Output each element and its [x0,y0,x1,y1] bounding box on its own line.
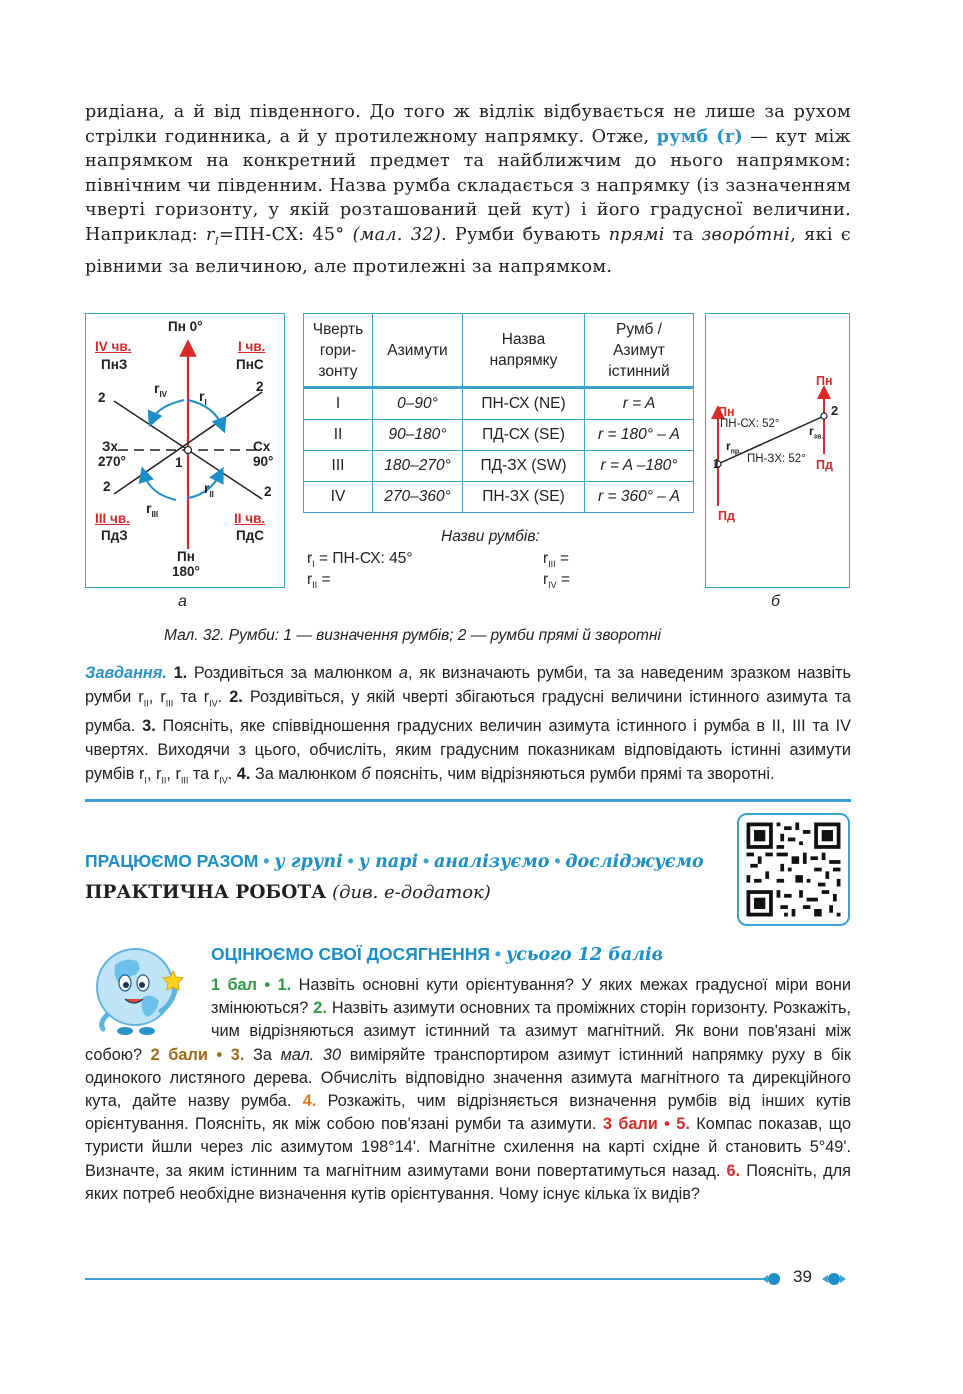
footer-line [85,1278,770,1280]
header-azimuth: Азимути [373,314,463,388]
point-1-center: 1 [175,455,183,470]
figure-b-caption: б [771,593,780,610]
table-cell: I [304,388,373,420]
quarter-iii-label: III чв. [95,511,130,526]
qr-code[interactable] [737,813,850,926]
point-2: 2 [831,403,839,418]
north-right-label: Пн [816,374,833,388]
rumb-i-label: $r_I$ [199,388,207,407]
header-quarter: Чверть гори- зонту [304,314,373,388]
task-paragraph: Завдання. 1. Роздивіться за малюнком а, як визначають румби, та за наведеним зразком назвіть румби $r_{II}$, $r_{III}$ та $r_{IV}$. 2. Роздивіться, у якій чверті збігаються градусні величини істинного азимута та румба. 3. Поясніть, яке співвідношення градусних величин азимута істинного і румба в II, III та IV чвертях. Виходячи з цього, обчисліть, яким градусним показникам відповідають істинні азимути румбів $r_I$, $r_{II}$, $r_{III}$ та $r_{IV}$. 4. За малюнком б поясніть, чим відрізняються румби прямі та зворотні. [85,664,852,785]
table-cell: ПН-СХ (NE) [463,388,585,420]
north-label: Пн 0° [168,319,203,334]
quarter-iii-dir: ПдЗ [101,528,128,543]
table-row [304,451,694,482]
rumb-names-title: Назви румбів: [441,528,540,545]
point-2-nw: 2 [98,390,106,405]
assessment-paragraph: 1 бал • 1. Назвіть основні кути орієнтування? У яких межах градусної міри вони змінюються? 2. Назвіть азимути основних та проміжних сторін горизонту. Розкажіть, чим відрізняються азимут істинний та азимут магнітний. Як вони пов'язані між собою? 2 бали • 3. За мал. 30 виміряйте транспортиром азимут істинний напрямку руху в бік одинокого листяного дерева. Обчисліть відповідно значення азимута магнітного та дирекційного кута, дайте назву румба. 4. Розкажіть, чим відрізняється визначення румбів від інших кутів орієнтування. Поясніть, як між собою пов'язані румби та азимути. 3 бали • 5. Компас показав, що туристи йшли через ліс азимутом 198°14'. Магнітне схилення на карті східне й становить 5°49'. Визначте, за яким істинним та магнітним азимутами вони повертатимуться назад. 6. Поясніть, для яких потреб необхідне визначення кутів орієнтування. Чому існує кілька їх видів? [85,976,852,1203]
rumb-iv-label: $r_{IV}$ [154,380,168,399]
forward-rumb-label: ПН-СХ: 52° [720,418,780,430]
footer-ornament-right-icon [822,1270,850,1288]
table-cell: 0–90° [373,388,463,420]
header-direction: Назва напрямку [463,314,585,388]
quarter-iv-label: IV чв. [95,339,132,354]
figure-a-panel [85,313,285,588]
rumb-table [303,313,694,513]
table-cell: 90–180° [373,420,463,451]
point-2-sw: 2 [103,479,111,494]
table-cell: r = A –180° [585,451,694,482]
north-left-label: Пн [718,405,735,419]
table-row [304,388,694,420]
rumb-forward-label: $r_{пр.}$ [726,439,742,456]
table-cell: r = 360° – A [585,482,694,513]
table-cell: 270–360° [373,482,463,513]
rumb-name-iv: $r_{IV}$ = [543,571,571,591]
rumb-name-iii: $r_{III}$ = [543,550,570,570]
rumb-reverse-label: $r_{зв.}$ [809,424,824,441]
quarter-iv-dir: ПнЗ [101,357,128,372]
footer-ornament-left-icon [762,1270,782,1288]
term-rumb: румб (r) [656,125,744,147]
reverse-rumb-label: ПН-ЗХ: 52° [747,453,806,465]
page-number: 39 [793,1267,812,1286]
work-together-heading: ПРАЦЮЄМО РАЗОМ • у групі • у парі • аналізуємо • досліджуємо [85,851,704,872]
quarter-i-dir: ПнС [236,357,264,372]
quarter-ii-dir: ПдС [236,528,265,543]
table-cell: II [304,420,373,451]
table-cell: r = 180° – A [585,420,694,451]
south-left-label: Пд [718,509,735,523]
intro-paragraph: ридіана, а й від південного. До того ж відлік відбувається не лише за рухом стрілки годинника, а й у протилежному напрямку. Отже, румб (r) — кут між напрямком на конкретний предмет та найближчим до нього напрямком: північним чи південним. Назва румба складається з напрямку (із зазначенням чверті горизонту, у якій розташований цей кут) і його градусної величини. Наприклад: $r_I=ПН-СХ$: 45° (мал. 32). Румби бувають прямі та зворо́тні, які є рівними за величиною, але протилежні за напрямком. [85,102,852,278]
point-1: 1 [713,457,720,471]
header-rumb: Румб / Азимут істинний [585,314,694,388]
rumb-name-i: $r_I = ПН-СХ$: 45° [307,550,413,570]
rumb-iii-label: $r_{III}$ [146,500,159,519]
practical-work-heading: ПРАКТИЧНА РОБОТА (див. е-додаток) [85,882,491,903]
figure-b-panel [705,313,850,588]
table-cell: ПН-ЗХ (SE) [463,482,585,513]
point-2-se: 2 [264,484,272,499]
rumb-name-ii: $r_{II}$ = [307,571,331,591]
quarter-i-label: I чв. [238,339,266,354]
qr-code-icon [739,815,848,924]
table-row [304,420,694,451]
assessment-heading: ОЦІНЮЄМО СВОЇ ДОСЯГНЕННЯ • усього 12 балів [211,944,664,965]
east-label: Сх 90° [253,439,274,469]
table-cell: IV [304,482,373,513]
south-label: Пн 180° [172,549,200,579]
table-row [304,482,694,513]
rumb-ii-label: $r_{II}$ [204,480,214,499]
table-cell: 180–270° [373,451,463,482]
table-cell: ПД-ЗХ (SW) [463,451,585,482]
section-divider [85,799,851,802]
south-right-label: Пд [816,458,833,472]
figure-caption: Мал. 32. Румби: 1 — визначення румбів; 2 — румби прямі й зворотні [164,627,661,644]
table-cell: r = A [585,388,694,420]
table-cell: III [304,451,373,482]
table-cell: ПД-СХ (SE) [463,420,585,451]
point-2-ne: 2 [256,379,264,394]
figure-a-caption: а [178,593,187,610]
west-label: Зх 270° [98,439,126,469]
quarter-ii-label: II чв. [234,511,266,526]
